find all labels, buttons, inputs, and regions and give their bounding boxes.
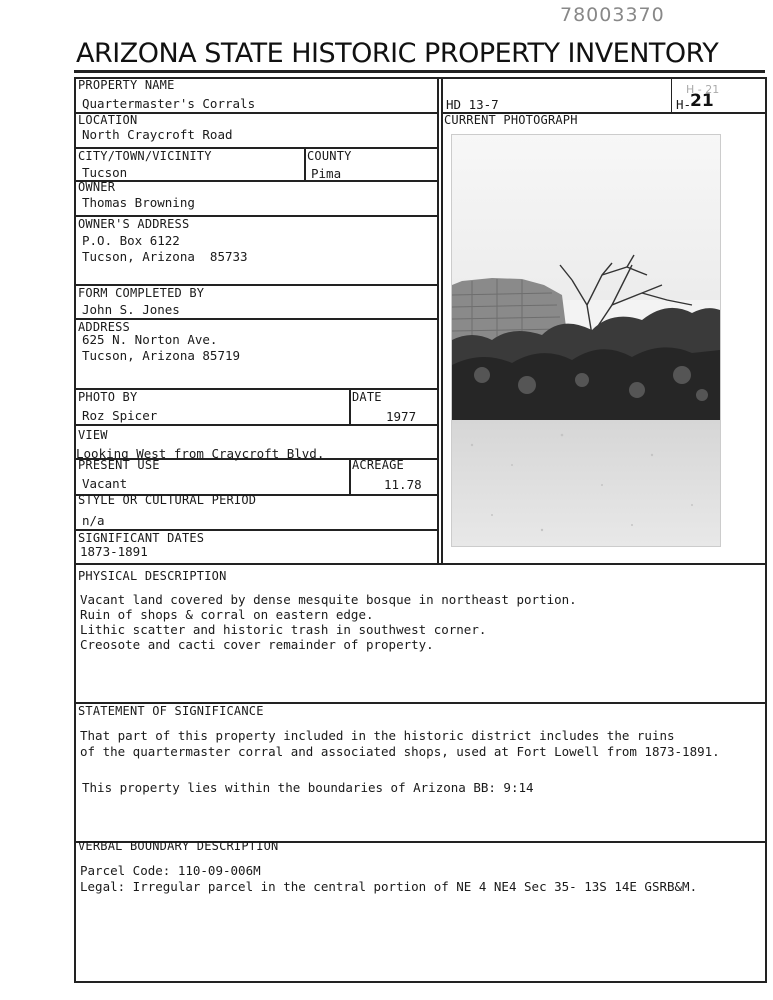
property-name-value: Quartermaster's Corrals — [82, 96, 256, 111]
verbal-boundary-label: VERBAL BOUNDARY DESCRIPTION — [78, 839, 279, 853]
physical-description-label: PHYSICAL DESCRIPTION — [78, 569, 227, 583]
right-column-border — [441, 77, 443, 565]
physical-description-line: Vacant land covered by dense mesquite bosque in northeast portion. — [80, 592, 577, 607]
owners-address-line2: Tucson, Arizona 85733 — [82, 249, 248, 264]
significance-line: of the quartermaster corral and associated shops, used at Fort Lowell from 1873-1891. — [80, 744, 720, 759]
frame-right — [765, 77, 767, 983]
frame-top — [74, 77, 767, 79]
date-value: 1977 — [386, 409, 417, 424]
significant-dates-label: SIGNIFICANT DATES — [78, 531, 205, 545]
property-name-label: PROPERTY NAME — [78, 78, 175, 92]
physical-description-line: Creosote and cacti cover remainder of property. — [80, 637, 434, 652]
style-period-value: n/a — [82, 513, 105, 528]
county-divider — [304, 147, 306, 182]
h-number-print: H- — [676, 97, 692, 112]
owner-value: Thomas Browning — [82, 195, 195, 210]
row-divider — [74, 180, 439, 182]
address-line1: 625 N. Norton Ave. — [82, 332, 218, 347]
owner-label: OWNER — [78, 180, 116, 194]
verbal-boundary-line: Parcel Code: 110-09-006M — [80, 863, 261, 878]
significant-dates-value: 1873-1891 — [80, 544, 148, 559]
county-label: COUNTY — [307, 149, 352, 163]
h-number-divider — [671, 77, 672, 114]
acreage-divider — [349, 458, 351, 496]
significance-label: STATEMENT OF SIGNIFICANCE — [78, 704, 264, 718]
form-completed-label: FORM COMPLETED BY — [78, 286, 205, 300]
significance-line: That part of this property included in the historic district includes the ruins — [80, 728, 675, 743]
present-use-value: Vacant — [82, 476, 128, 491]
county-value: Pima — [311, 166, 342, 181]
significance-line: This property lies within the boundaries of Arizona BB: 9:14 — [82, 780, 534, 795]
photograph-image — [452, 135, 720, 546]
present-use-label: PRESENT USE — [78, 458, 160, 472]
owners-address-label: OWNER'S ADDRESS — [78, 217, 190, 231]
section-divider — [74, 563, 767, 565]
verbal-boundary-line: Legal: Irregular parcel in the central portion of NE 4 NE4 Sec 35- 13S 14E GSRB&M. — [80, 879, 698, 894]
photo-by-label: PHOTO BY — [78, 390, 138, 404]
location-value: North Craycroft Road — [82, 127, 233, 142]
acreage-value: 11.78 — [384, 477, 422, 492]
photo-by-value: Roz Spicer — [82, 408, 158, 423]
date-label: DATE — [352, 390, 382, 404]
address-label: ADDRESS — [78, 320, 130, 334]
hd-number: HD 13-7 — [446, 97, 499, 112]
h-number-faint: H - 21 — [686, 83, 720, 96]
property-photograph — [451, 134, 721, 547]
date-divider — [349, 388, 351, 426]
acreage-label: ACREAGE — [352, 458, 404, 472]
document-number: 78003370 — [560, 4, 665, 26]
current-photograph-label: CURRENT PHOTOGRAPH — [444, 113, 578, 127]
frame-bottom — [74, 981, 767, 983]
physical-description-line: Ruin of shops & corral on eastern edge. — [80, 607, 374, 622]
row-divider — [74, 424, 439, 426]
h-number-handwritten: 21 — [690, 91, 714, 111]
location-label: LOCATION — [78, 113, 138, 127]
view-label: VIEW — [78, 428, 108, 442]
city-value: Tucson — [82, 165, 128, 180]
form-title: ARIZONA STATE HISTORIC PROPERTY INVENTORY — [76, 38, 719, 69]
form-completed-value: John S. Jones — [82, 302, 180, 317]
city-label: CITY/TOWN/VICINITY — [78, 149, 212, 163]
style-period-label: STYLE OR CULTURAL PERIOD — [78, 493, 257, 507]
view-value: Looking West from Craycroft Blvd. — [76, 446, 325, 461]
left-column-border — [437, 77, 439, 565]
address-line2: Tucson, Arizona 85719 — [82, 348, 241, 363]
physical-description-line: Lithic scatter and historic trash in southwest corner. — [80, 622, 487, 637]
title-underline — [74, 70, 765, 73]
owners-address-line1: P.O. Box 6122 — [82, 233, 180, 248]
